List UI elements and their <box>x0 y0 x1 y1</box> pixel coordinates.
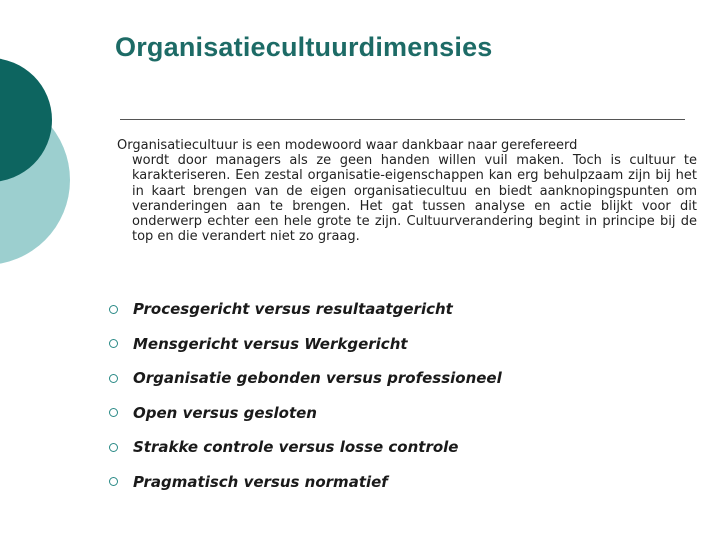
ring-bullet-icon <box>109 374 118 383</box>
list-item-text: Mensgericht versus Werkgericht <box>133 334 408 353</box>
list-item-text: Pragmatisch versus normatief <box>133 472 388 491</box>
ring-bullet-icon <box>109 305 118 314</box>
list-item <box>109 292 502 327</box>
list-item-text: Procesgericht versus resultaatgericht <box>133 300 453 319</box>
ring-bullet-icon <box>109 339 118 348</box>
list-item <box>109 327 502 362</box>
dimension-list <box>109 292 502 499</box>
list-item-text: Strakke controle versus losse controle <box>133 438 459 457</box>
list-item <box>109 465 502 500</box>
list-item <box>109 396 502 431</box>
list-item <box>109 361 502 396</box>
ring-bullet-icon <box>109 443 118 452</box>
list-item-text: Open versus gesloten <box>133 403 317 422</box>
slide-title: Organisatiecultuurdimensies <box>115 32 493 62</box>
title-divider <box>120 119 685 120</box>
decorative-circles <box>0 0 120 300</box>
list-item-text: Organisatie gebonden versus professioneel <box>133 369 502 388</box>
intro-first-line: Organisatiecultuur is een modewoord waar dankbaar naar gerefereerd <box>117 138 578 153</box>
list-item <box>109 430 502 465</box>
intro-paragraph <box>117 138 707 244</box>
intro-continuation: wordt door managers als ze geen handen willen vuil maken. Toch is cultuur te karakteriseren. Een zestal organisatie-eigenschappen kan erg behulpzaam zijn bij het in kaart brengen van de eigen organisatiecultuu en biedt aanknopingspunten om veranderingen aan te brengen. Het gat tussen analyse en actie blijkt voor dit onderwerp echter een hele grote te zijn. Cultuurverandering begint in principe bij de top en die verandert niet zo graag. <box>132 153 697 245</box>
ring-bullet-icon <box>109 408 118 417</box>
ring-bullet-icon <box>109 477 118 486</box>
